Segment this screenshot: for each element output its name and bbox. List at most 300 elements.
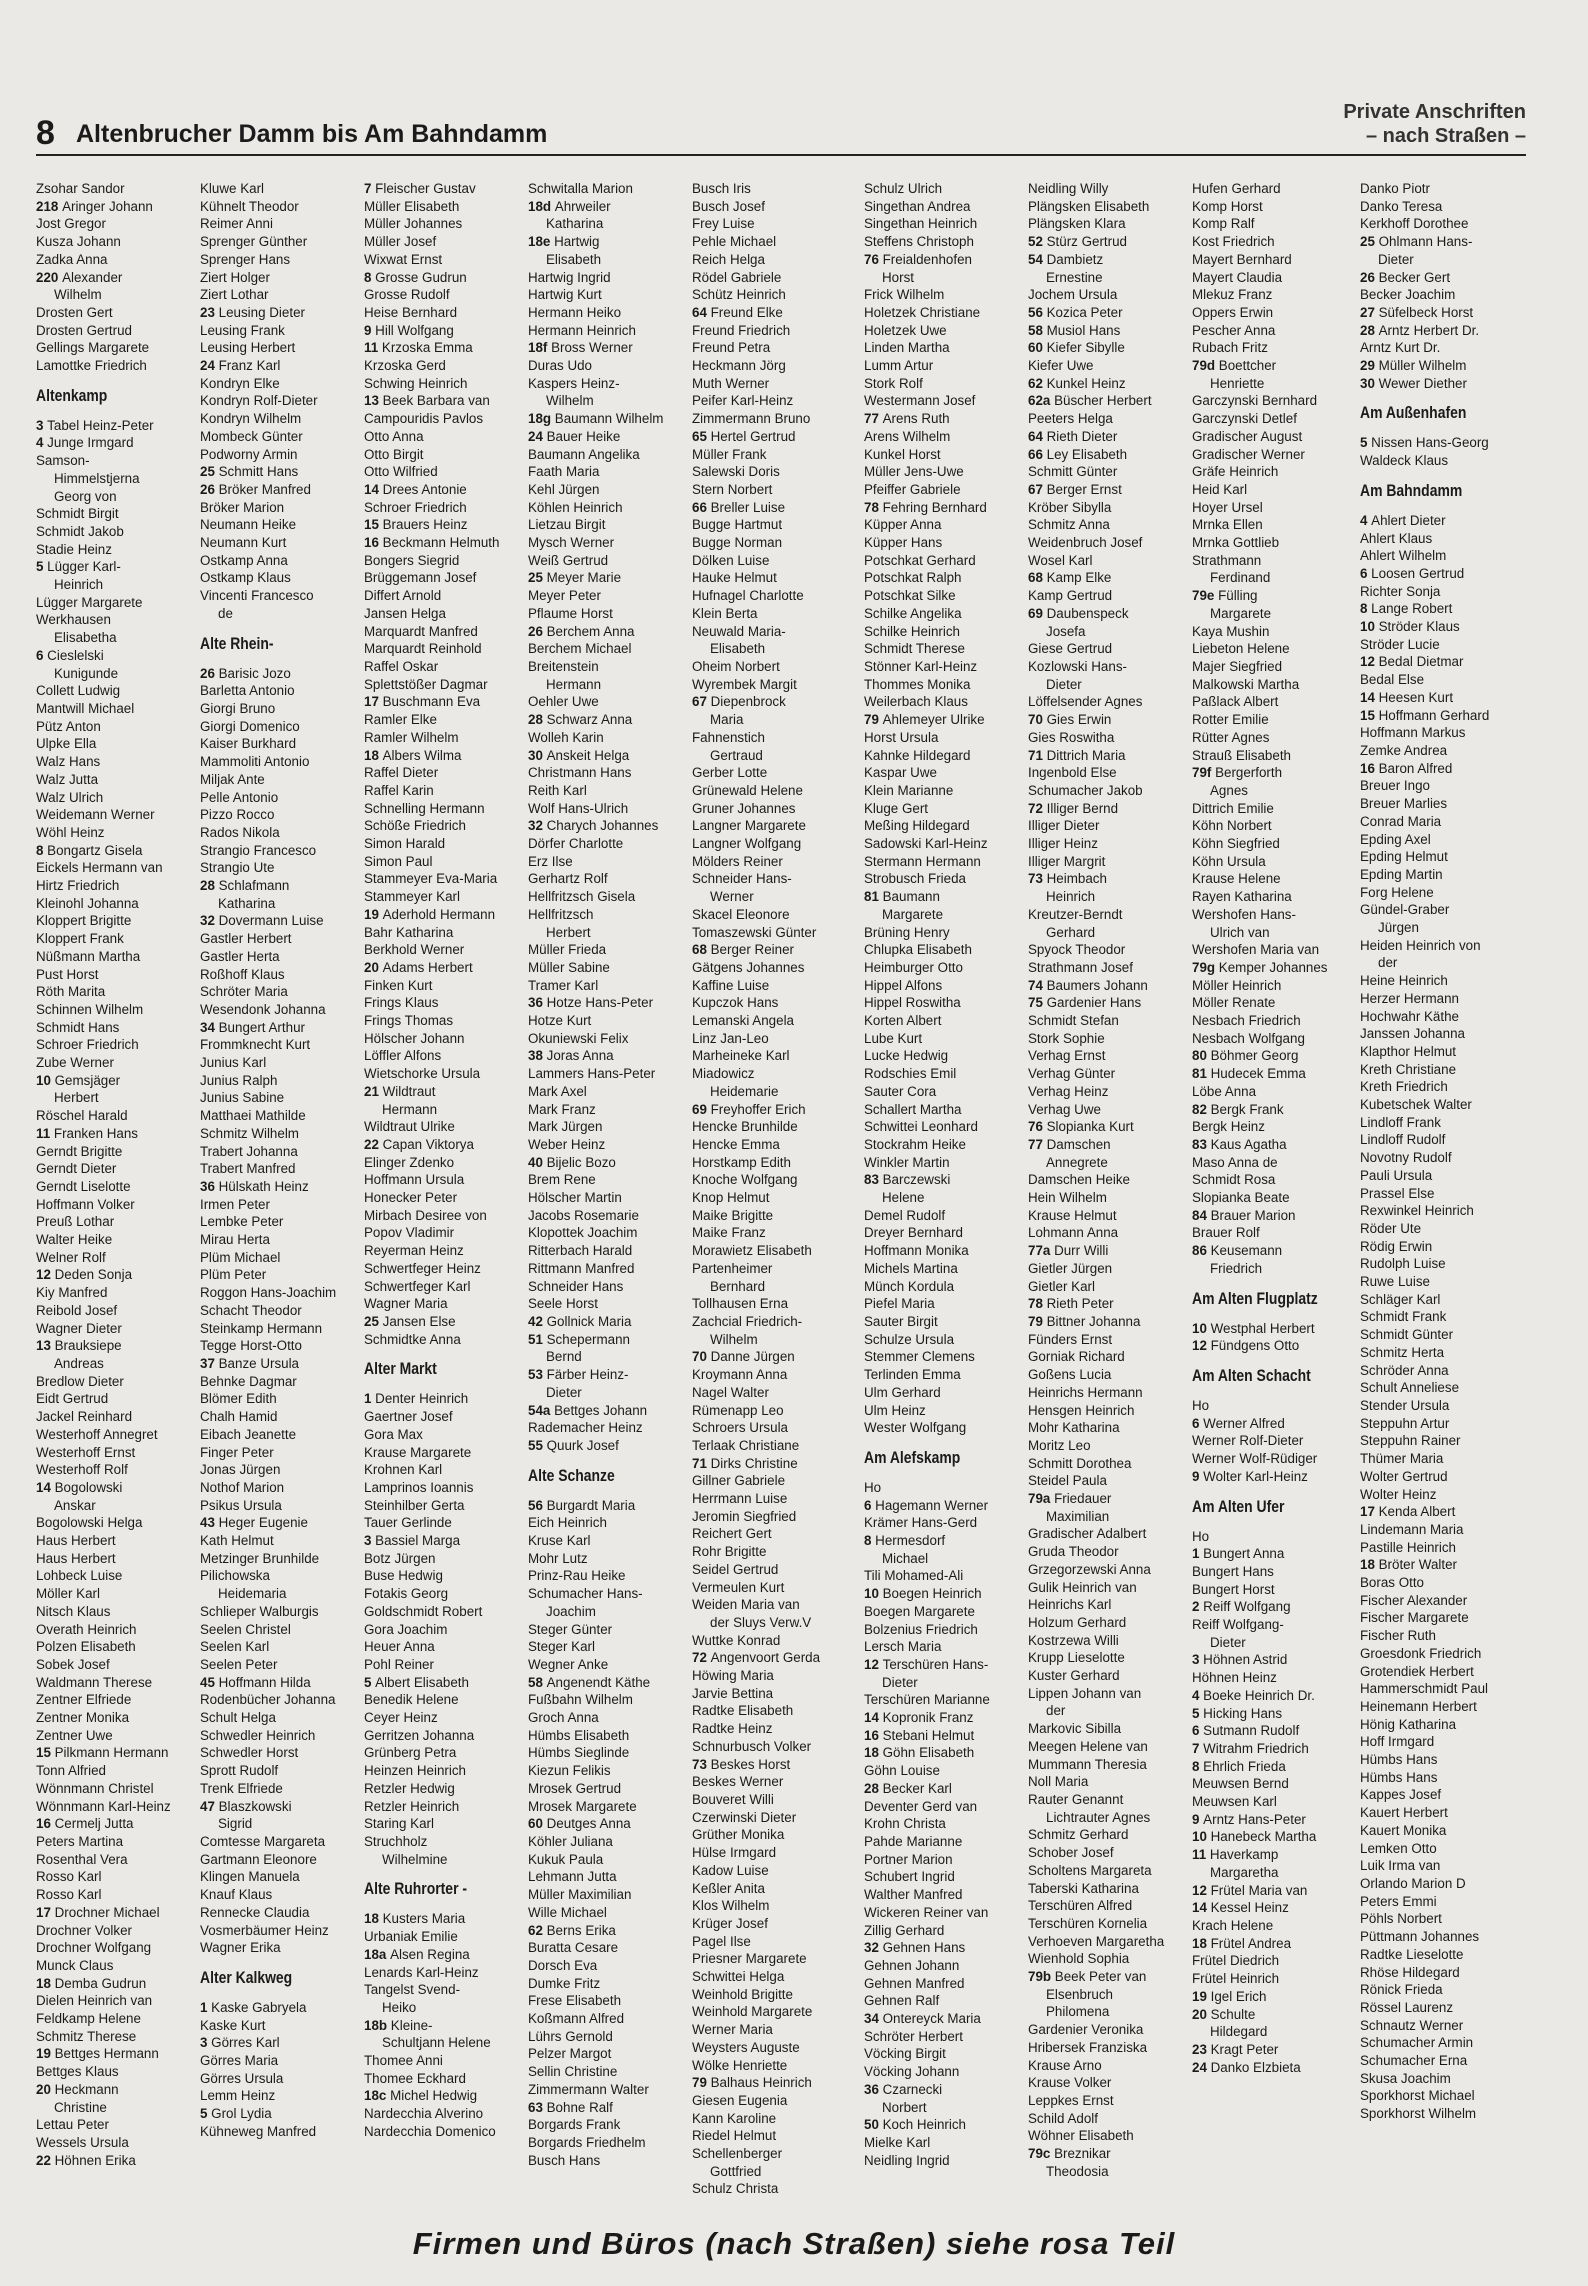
resident-entry: 6 Werner Alfred (1192, 1415, 1285, 1431)
resident-entry: Kühneweg Manfred (200, 2123, 317, 2139)
house-number: 45 (200, 1674, 219, 1690)
house-number: 56 (528, 1497, 547, 1513)
resident-entry: Salewski Doris (692, 464, 780, 480)
resident-entry: Wershofen Hans- (1192, 906, 1296, 922)
resident-entry: 1 Kaske Gabryela (200, 1999, 307, 2015)
resident-entry: Meuwsen Karl (1192, 1794, 1277, 1810)
resident-entry: Steinkamp Hermann (200, 1320, 323, 1336)
house-number: 24 (200, 358, 219, 374)
resident-entry: Otto Birgit (364, 446, 424, 462)
resident-entry: Hochwahr Käthe (1360, 1008, 1459, 1024)
resident-entry: Schneider Hans (528, 1278, 624, 1294)
resident-entry: Tollhausen Erna (692, 1296, 789, 1312)
resident-entry: Stermann Hermann (864, 853, 981, 869)
resident-entry: Hellfritzsch Gisela (528, 889, 636, 905)
house-number: 77a (1028, 1243, 1055, 1259)
entry-continuation: Margarete (1210, 605, 1272, 621)
resident-entry: 26 Becker Gert (1360, 269, 1451, 285)
house-number: 24 (1192, 2059, 1211, 2075)
resident-entry: Gradischer Adalbert (1028, 1526, 1147, 1542)
resident-entry: Weilerbach Klaus (864, 694, 968, 710)
resident-entry: Winkler Martin (864, 1154, 950, 1170)
resident-entry: Schmitz Therese (36, 2028, 137, 2044)
house-number: 4 (1192, 1687, 1204, 1703)
resident-entry: Pescher Anna (1192, 322, 1276, 338)
resident-entry: Illiger Dieter (1028, 818, 1100, 834)
house-number: 11 (36, 1125, 54, 1141)
house-number: 68 (692, 942, 711, 958)
resident-entry: 79 Ahlemeyer Ulrike (864, 712, 985, 728)
house-number: 78 (1028, 1296, 1047, 1312)
resident-entry: 18e Hartwig (528, 234, 600, 250)
resident-entry: Kondryn Wilhelm (200, 411, 302, 427)
resident-entry: Gräfe Heinrich (1192, 464, 1279, 480)
resident-entry: Kauert Herbert (1360, 1805, 1448, 1821)
house-number: 18c (364, 2088, 391, 2104)
resident-entry: Stork Sophie (1028, 1030, 1105, 1046)
resident-entry: Gerritzen Johanna (364, 1727, 475, 1743)
resident-entry: Jarvie Bettina (692, 1685, 774, 1701)
resident-entry: Sobek Josef (36, 1656, 110, 1672)
resident-entry: 5 Hicking Hans (1192, 1705, 1283, 1721)
resident-entry: Mark Jürgen (528, 1119, 603, 1135)
resident-entry: Möller Renate (1192, 995, 1276, 1011)
house-number: 13 (36, 1338, 55, 1354)
resident-entry: 32 Gehnen Hans (864, 1940, 966, 1956)
resident-entry: Hölscher Johann (364, 1030, 465, 1046)
entry-continuation: Elsenbruch (1046, 1986, 1113, 2002)
resident-entry: Köhn Siegfried (1192, 836, 1280, 852)
resident-entry: Hermann Heinrich (528, 322, 636, 338)
entry-continuation: Christine (54, 2099, 107, 2115)
resident-entry: Schnautz Werner (1360, 2017, 1464, 2033)
resident-entry: Faath Maria (528, 464, 600, 480)
resident-entry: Heuer Anna (364, 1639, 435, 1655)
house-number: 86 (1192, 1243, 1211, 1259)
resident-entry: Peifer Karl-Heinz (692, 393, 794, 409)
house-number: 79g (1192, 959, 1219, 975)
resident-entry: Gietler Karl (1028, 1278, 1095, 1294)
resident-entry: Stammeyer Karl (364, 889, 460, 905)
resident-entry: Strangio Ute (200, 860, 275, 876)
resident-entry: 12 Bedal Dietmar (1360, 654, 1464, 670)
street-heading: Am Alten Flugplatz (1192, 1288, 1318, 1308)
resident-entry: Hümbs Hans (1360, 1769, 1438, 1785)
resident-entry: Rexwinkel Heinrich (1360, 1203, 1474, 1219)
resident-entry: Schröter Herbert (864, 2028, 963, 2044)
resident-entry: Mantwill Michael (36, 700, 135, 716)
house-number: 58 (528, 1674, 547, 1690)
resident-entry: Krause Arno (1028, 2057, 1102, 2073)
resident-entry: Waldeck Klaus (1360, 453, 1449, 469)
resident-entry: Tegge Horst-Otto (200, 1338, 302, 1354)
resident-entry: Frick Wilhelm (864, 287, 945, 303)
resident-entry: Overath Heinrich (36, 1621, 137, 1637)
resident-entry: Pütz Anton (36, 718, 101, 734)
resident-entry: 20 Adams Herbert (364, 959, 473, 975)
resident-entry: Reichert Gert (692, 1526, 772, 1542)
resident-entry: Verhag Günter (1028, 1066, 1116, 1082)
resident-entry: Schneider Hans- (692, 871, 792, 887)
resident-entry: 79c Breznikar (1028, 2146, 1111, 2162)
resident-entry: Kusza Johann (36, 234, 121, 250)
resident-entry: Plängsken Elisabeth (1028, 198, 1150, 214)
resident-entry: Duras Udo (528, 358, 593, 374)
resident-entry: 84 Brauer Marion (1192, 1207, 1296, 1223)
resident-entry: 34 Bungert Arthur (200, 1019, 305, 1035)
resident-entry: Fischer Margarete (1360, 1610, 1469, 1626)
resident-entry: Hirtz Friedrich (36, 878, 120, 894)
resident-entry: 53 Färber Heinz- (528, 1367, 629, 1383)
house-number: 21 (364, 1083, 383, 1099)
resident-entry: Kiefer Uwe (1028, 358, 1094, 374)
resident-entry: Rosenthal Vera (36, 1851, 128, 1867)
resident-entry: Liebeton Helene (1192, 641, 1290, 657)
resident-entry: Stender Ursula (1360, 1398, 1450, 1413)
resident-entry: Köhn Ursula (1192, 853, 1266, 869)
resident-entry: Bredlow Dieter (36, 1373, 124, 1389)
resident-entry: Rayen Katharina (1192, 889, 1292, 905)
resident-entry: Hümbs Hans (1360, 1752, 1438, 1768)
resident-entry: Breuer Ingo (1360, 778, 1430, 794)
resident-entry: Zimmermann Walter (528, 2081, 649, 2097)
resident-entry: Frese Elisabeth (528, 1993, 622, 2009)
house-number: 6 (36, 647, 48, 663)
resident-entry: Busch Josef (692, 198, 765, 214)
resident-entry: 19 Bettges Hermann (36, 2046, 159, 2062)
resident-entry: Kaiser Burkhard (200, 736, 297, 752)
house-number: 28 (1360, 322, 1379, 338)
resident-entry: 11 Haverkamp (1192, 1847, 1279, 1863)
resident-entry: Krohn Christa (864, 1816, 946, 1832)
resident-entry: Kann Karoline (692, 2110, 777, 2126)
resident-entry: Epding Helmut (1360, 849, 1448, 865)
resident-entry: Jansen Helga (364, 605, 446, 621)
resident-entry: Eickels Hermann van (36, 860, 163, 876)
resident-entry: Wöhner Elisabeth (1028, 2128, 1134, 2144)
entry-continuation: de (218, 605, 233, 621)
resident-entry: Drosten Gertrud (36, 322, 133, 338)
resident-entry: Drosten Gert (36, 304, 113, 320)
resident-entry: Ahlert Klaus (1360, 530, 1433, 546)
resident-entry: Schmitt Günter (1028, 464, 1118, 480)
resident-entry: Kath Helmut (200, 1533, 274, 1549)
resident-entry: Müller Elisabeth (364, 198, 460, 214)
resident-entry: Reith Karl (528, 782, 587, 798)
resident-entry: 74 Baumers Johann (1028, 977, 1148, 993)
resident-entry: Oheim Norbert (692, 658, 780, 674)
resident-entry: Stork Rolf (864, 375, 923, 391)
resident-entry: Malkowski Martha (1192, 676, 1300, 692)
resident-entry: 56 Kozica Peter (1028, 304, 1123, 320)
resident-entry: 81 Baumann (864, 889, 940, 905)
resident-entry: Mirau Herta (200, 1232, 270, 1248)
resident-entry: 36 Czarnecki (864, 2081, 943, 2097)
resident-entry: Gietler Jürgen (1028, 1260, 1113, 1276)
resident-entry: 1 Bungert Anna (1192, 1546, 1285, 1562)
resident-entry: Trabert Manfred (200, 1161, 296, 1177)
entry-continuation: Philomena (1046, 2004, 1110, 2020)
resident-entry: Schwedler Horst (200, 1745, 299, 1761)
resident-entry: Honecker Peter (364, 1190, 458, 1206)
resident-entry: Portner Marion (864, 1851, 953, 1867)
resident-entry: Sellin Christine (528, 2064, 618, 2080)
resident-entry: Ho (864, 1479, 882, 1495)
resident-entry: Campouridis Pavlos (364, 411, 484, 427)
resident-entry: Epding Axel (1360, 831, 1431, 847)
resident-entry: Hein Wilhelm (1028, 1190, 1107, 1206)
house-number: 7 (1192, 1740, 1204, 1756)
resident-entry: 16 Baron Alfred (1360, 760, 1453, 776)
resident-entry: Trabert Johanna (200, 1143, 298, 1159)
resident-entry: Schumacher Erna (1360, 2053, 1468, 2069)
resident-entry: Gündel-Graber (1360, 902, 1450, 918)
resident-entry: Köhn Norbert (1192, 818, 1272, 834)
resident-entry: Mölders Reiner (692, 853, 783, 869)
resident-entry: Grotendiek Herbert (1360, 1663, 1474, 1679)
resident-entry: 70 Danne Jürgen (692, 1349, 795, 1365)
entry-continuation: Maximilian (1046, 1508, 1110, 1524)
resident-entry: Ramler Elke (364, 712, 437, 728)
entry-continuation: Hermann (382, 1101, 438, 1117)
resident-entry: Schulz Christa (692, 2181, 779, 2197)
resident-entry: Gradischer Werner (1192, 446, 1305, 462)
resident-entry: 18 Kusters Maria (364, 1911, 466, 1927)
resident-entry: Kappes Josef (1360, 1787, 1442, 1803)
directory-column (364, 180, 522, 2210)
resident-entry: Novotny Rudolf (1360, 1150, 1452, 1166)
resident-entry: 218 Aringer Johann (36, 198, 153, 214)
house-number: 71 (1028, 747, 1047, 763)
resident-entry: Schwittei Helga (692, 1969, 785, 1985)
house-number: 64 (692, 304, 711, 320)
resident-entry: 79f Bergerforth (1192, 765, 1283, 781)
directory-column (200, 180, 358, 2210)
resident-entry: 25 Schmitt Hans (200, 464, 299, 480)
resident-entry: Gerndt Liselotte (36, 1178, 131, 1194)
house-number: 19 (364, 906, 383, 922)
resident-entry: 69 Daubenspeck (1028, 605, 1129, 621)
resident-entry: Gehnen Manfred (864, 1975, 965, 1991)
house-number: 1 (364, 1391, 376, 1407)
resident-entry: Lohbeck Luise (36, 1568, 123, 1584)
resident-entry: Bouveret Willi (692, 1791, 774, 1807)
resident-entry: Urbaniak Emilie (364, 1929, 458, 1945)
resident-entry: Wyrembek Margit (692, 676, 797, 692)
resident-entry: Schallert Martha (864, 1101, 962, 1117)
directory-column (692, 180, 850, 2210)
resident-entry: Pust Horst (36, 966, 99, 982)
house-number: 11 (364, 340, 382, 356)
house-number: 67 (1028, 481, 1047, 497)
entry-continuation: Dieter (1210, 1634, 1246, 1650)
resident-entry: 73 Beskes Horst (692, 1756, 791, 1772)
house-number: 3 (1192, 1652, 1204, 1668)
house-number: 24 (528, 428, 547, 444)
house-number: 18 (364, 1911, 383, 1927)
house-number: 14 (36, 1479, 55, 1495)
resident-entry: Mrnka Gottlieb (1192, 535, 1280, 551)
section-label-line1: Private Anschriften (1343, 101, 1526, 123)
resident-entry: Gruda Theodor (1028, 1544, 1119, 1560)
resident-entry: Metzinger Brunhilde (200, 1550, 320, 1566)
resident-entry: Wolleh Karin (528, 729, 604, 745)
house-number: 20 (1192, 2006, 1211, 2022)
entry-continuation: Schultjann Helene (382, 2035, 491, 2051)
house-number: 36 (864, 2081, 883, 2097)
resident-entry: Differt Arnold (364, 588, 442, 604)
house-number: 10 (1192, 1320, 1211, 1336)
entry-continuation: Andreas (54, 1356, 104, 1371)
house-number: 18g (528, 411, 555, 427)
entry-continuation: Michael (882, 1550, 929, 1566)
resident-entry: Potschkat Ralph (864, 570, 962, 586)
resident-entry: Eibach Jeanette (200, 1426, 297, 1442)
resident-entry: 23 Leusing Dieter (200, 304, 305, 320)
resident-entry: Junius Ralph (200, 1072, 278, 1088)
resident-entry: Ziert Lothar (200, 287, 269, 303)
resident-entry: Zentner Uwe (36, 1727, 113, 1743)
resident-entry: 21 Wildtraut (364, 1083, 436, 1099)
resident-entry: Junius Karl (200, 1055, 267, 1071)
resident-entry: Samson- (36, 453, 90, 469)
resident-entry: Irmen Peter (200, 1196, 270, 1212)
house-number: 18 (364, 747, 383, 763)
resident-entry: Matthaei Mathilde (200, 1108, 306, 1124)
resident-entry: Roßhoff Klaus (200, 966, 285, 982)
resident-entry: Kreutzer-Berndt (1028, 906, 1123, 922)
resident-entry: Verhag Ernst (1028, 1048, 1106, 1064)
resident-entry: Polzen Elisabeth (36, 1639, 136, 1655)
house-number: 32 (528, 818, 547, 834)
resident-entry: Radtke Lieselotte (1360, 1946, 1464, 1962)
resident-entry: Müller Frieda (528, 942, 607, 958)
resident-entry: Steppuhn Artur (1360, 1415, 1450, 1431)
page-title: Altenbrucher Damm bis Am Bahndamm (76, 120, 548, 148)
resident-entry: Mlekuz Franz (1192, 287, 1273, 303)
resident-entry: Kahnke Hildegard (864, 747, 971, 763)
resident-entry: Walz Ulrich (36, 789, 104, 805)
resident-entry: 7 Fleischer Gustav (364, 181, 476, 196)
resident-entry: Kamp Gertrud (1028, 588, 1113, 604)
resident-entry: 20 Schulte (1192, 2006, 1256, 2022)
house-number: 30 (528, 747, 547, 763)
resident-entry: Retzler Heinrich (364, 1798, 460, 1814)
resident-entry: Lembke Peter (200, 1214, 284, 1230)
resident-entry: Herrmann Luise (692, 1491, 788, 1507)
house-number: 15 (36, 1745, 55, 1761)
house-number: 25 (364, 1314, 383, 1329)
resident-entry: 25 Meyer Marie (528, 570, 622, 586)
resident-entry: 67 Diepenbrock (692, 694, 786, 710)
resident-entry: Dölken Luise (692, 552, 770, 568)
house-number: 30 (1360, 375, 1379, 391)
house-number: 83 (1192, 1136, 1211, 1152)
resident-entry: Miljak Ante (200, 771, 265, 787)
resident-entry: 22 Höhnen Erika (36, 2152, 136, 2168)
house-number: 17 (36, 1904, 55, 1920)
resident-entry: Moritz Leo (1028, 1437, 1091, 1453)
resident-entry: 28 Becker Karl (864, 1780, 952, 1796)
resident-entry: Weidenbruch Josef (1028, 535, 1143, 551)
resident-entry: Bongers Siegrid (364, 552, 460, 568)
street-heading: Alte Rhein- (200, 633, 274, 653)
resident-entry: Maike Brigitte (692, 1207, 774, 1223)
house-number: 83 (864, 1172, 883, 1188)
resident-entry: 13 Beek Barbara van (364, 393, 490, 409)
resident-entry: Demel Rudolf (864, 1207, 946, 1223)
resident-entry: Neidling Willy (1028, 181, 1109, 196)
resident-entry: Nardecchia Alverino (364, 2106, 484, 2122)
entry-continuation: Lichtrauter Agnes (1046, 1809, 1151, 1825)
resident-entry: Garczynski Bernhard (1192, 393, 1318, 409)
resident-entry: Heinemann Herbert (1360, 1698, 1477, 1714)
house-number: 81 (864, 889, 883, 905)
resident-entry: Schult Anneliese (1360, 1380, 1460, 1396)
house-number: 76 (1028, 1119, 1047, 1135)
resident-entry: Grzegorzewski Anna (1028, 1561, 1151, 1577)
resident-entry: Bugge Norman (692, 535, 783, 551)
resident-entry: Wagner Dieter (36, 1320, 122, 1336)
resident-entry: Meegen Helene van (1028, 1738, 1148, 1754)
resident-entry: 80 Böhmer Georg (1192, 1048, 1299, 1064)
resident-entry: Schinnen Wilhelm (36, 1001, 144, 1017)
house-number: 79e (1192, 588, 1219, 604)
resident-entry: Linz Jan-Leo (692, 1030, 769, 1046)
resident-entry: Holetzek Christiane (864, 304, 981, 320)
resident-entry: Rohr Brigitte (692, 1544, 767, 1560)
resident-entry: Schnelling Hermann (364, 800, 485, 816)
resident-entry: Rodschies Emil (864, 1066, 957, 1082)
house-number: 6 (864, 1497, 876, 1513)
resident-entry: Rados Nikola (200, 824, 280, 840)
resident-entry: Frings Klaus (364, 995, 439, 1011)
resident-entry: Hartwig Ingrid (528, 269, 611, 285)
resident-entry: Gastler Herta (200, 948, 280, 964)
resident-entry: Potschkat Silke (864, 588, 956, 604)
entry-continuation: Georg von (54, 488, 117, 504)
resident-entry: Zentner Monika (36, 1710, 130, 1726)
resident-entry: Splettstößer Dagmar (364, 676, 488, 692)
entry-continuation: Herbert (54, 1090, 99, 1106)
resident-entry: Danko Piotr (1360, 181, 1430, 196)
house-number: 34 (864, 2011, 883, 2027)
resident-entry: Brüning Henry (864, 924, 950, 940)
resident-entry: Gartmann Eleonore (200, 1851, 317, 1867)
resident-entry: Collett Ludwig (36, 683, 121, 699)
resident-entry: Zachcial Friedrich- (692, 1314, 803, 1329)
house-number: 27 (1360, 304, 1379, 320)
resident-entry: Ostkamp Klaus (200, 570, 291, 586)
resident-entry: Heiden Heinrich von (1360, 937, 1481, 953)
resident-entry: Dielen Heinrich van (36, 1993, 153, 2009)
house-number: 8 (1192, 1758, 1204, 1774)
resident-entry: Schlieper Walburgis (200, 1603, 319, 1619)
resident-entry: Kiezun Felikis (528, 1763, 611, 1779)
resident-entry: Wickeren Reiner van (864, 1904, 989, 1920)
house-number: 79a (1028, 1491, 1055, 1507)
house-number: 14 (864, 1710, 883, 1726)
house-number: 26 (200, 481, 219, 497)
resident-entry: 26 Berchem Anna (528, 623, 635, 639)
resident-entry: Kuster Gerhard (1028, 1668, 1120, 1684)
resident-entry: Radtke Elisabeth (692, 1703, 794, 1719)
resident-entry: Müller Sabine (528, 959, 610, 975)
resident-entry: Simon Paul (364, 853, 433, 869)
resident-entry: 30 Anskeit Helga (528, 747, 630, 763)
resident-entry: Fahnenstich (692, 729, 765, 745)
resident-entry: 14 Kessel Heinz (1192, 1900, 1289, 1916)
